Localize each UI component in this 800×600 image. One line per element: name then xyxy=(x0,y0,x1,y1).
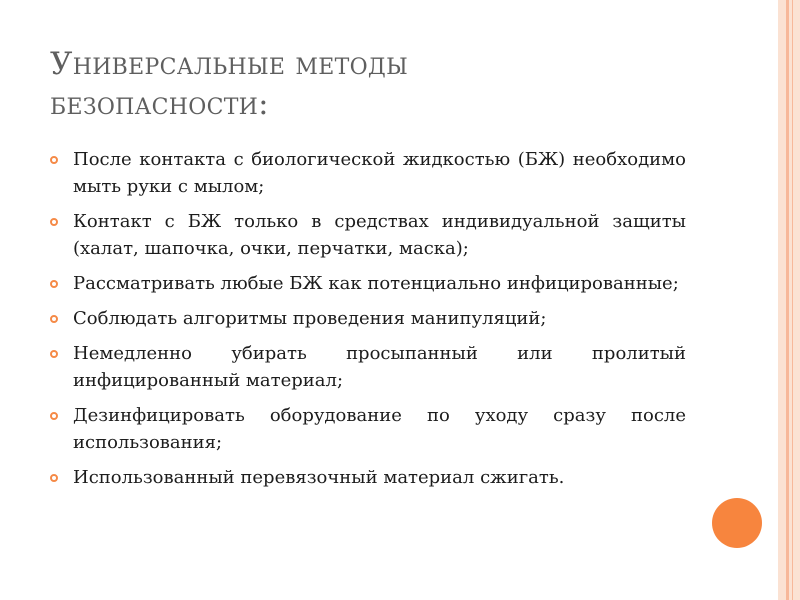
bullet-item xyxy=(50,270,686,297)
bullet-text: Соблюдать алгоритмы проведения манипуляций; xyxy=(73,308,547,329)
bullet-text: Рассматривать любые БЖ как потенциально инфицированные; xyxy=(73,273,679,294)
bullet-text: Использованный перевязочный материал сжигать. xyxy=(73,467,565,488)
right-decorative-band xyxy=(778,0,800,600)
bullet-text: После контакта с биологической жидкостью (БЖ) необходимо мыть руки с мылом; xyxy=(73,149,686,197)
bullet-circle-icon xyxy=(50,280,58,288)
slide-title: Универсальные методы безопасности: xyxy=(50,46,409,122)
bullet-item xyxy=(50,402,686,456)
bullet-text: Немедленно убирать просыпанный или пролитый инфицированный материал; xyxy=(73,343,686,391)
right-decorative-thin-line xyxy=(792,0,793,600)
bullet-circle-icon xyxy=(50,350,58,358)
bullet-circle-icon xyxy=(50,218,58,226)
bullet-text: Дезинфицировать оборудование по уходу сразу после использования; xyxy=(73,405,686,453)
bullet-circle-icon xyxy=(50,315,58,323)
bullet-item xyxy=(50,208,686,262)
bullet-item xyxy=(50,464,686,491)
bullet-circle-icon xyxy=(50,156,58,164)
bullet-item xyxy=(50,305,686,332)
bullet-text: Контакт с БЖ только в средствах индивидуальной защиты (халат, шапочка, очки, перчатки, маска); xyxy=(73,211,686,259)
orange-circle-decoration xyxy=(712,498,762,548)
bullet-item xyxy=(50,340,686,394)
bullet-circle-icon xyxy=(50,474,58,482)
bullet-list xyxy=(50,146,686,499)
right-decorative-line xyxy=(786,0,789,600)
bullet-item xyxy=(50,146,686,200)
bullet-circle-icon xyxy=(50,412,58,420)
